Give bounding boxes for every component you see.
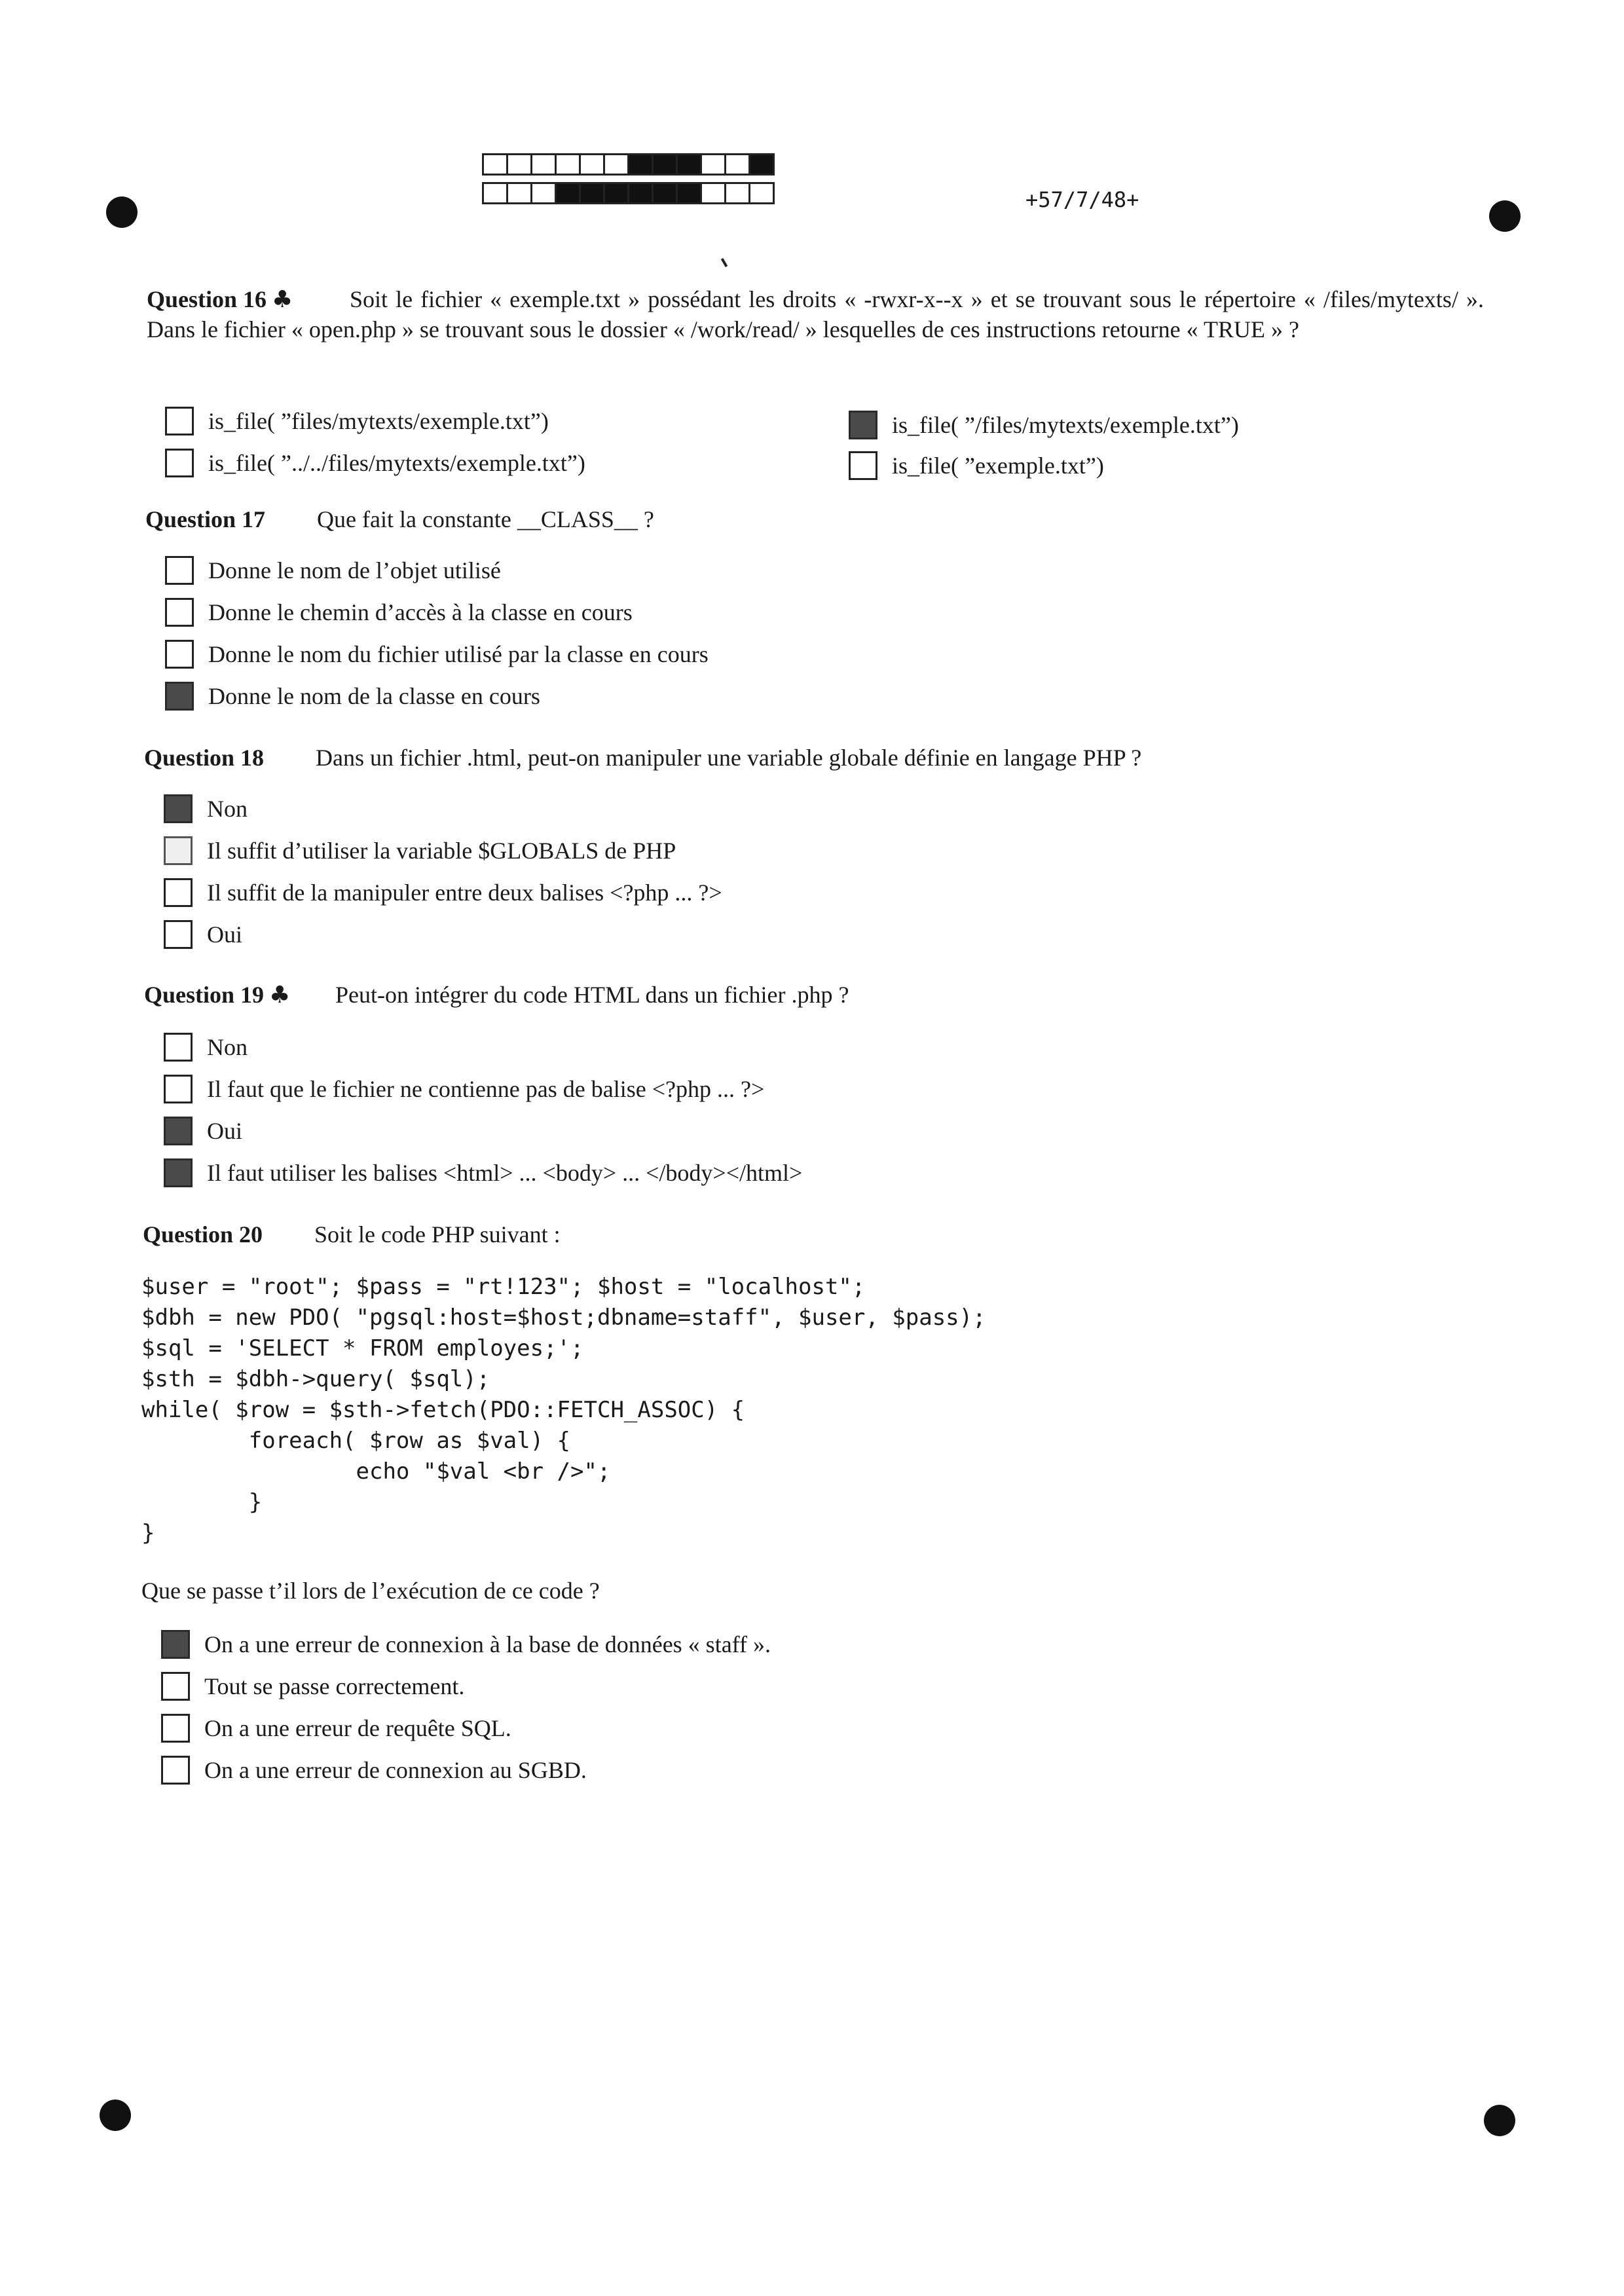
option-label: is_file( ”/files/mytexts/exemple.txt”)	[892, 412, 1239, 438]
option-label: is_file( ”files/mytexts/exemple.txt”)	[208, 408, 549, 434]
question-19-text: Peut-on intégrer du code HTML dans un fichier .php ?	[335, 982, 849, 1008]
barcode-cell	[700, 153, 726, 176]
checkbox[interactable]	[165, 556, 194, 585]
question-18-option-2[interactable]	[164, 834, 676, 867]
option-label: On a une erreur de requête SQL.	[204, 1715, 511, 1741]
barcode-row-top	[482, 153, 773, 176]
registration-mark-bottom-left	[100, 2100, 131, 2131]
checkbox[interactable]	[164, 1158, 193, 1187]
barcode-cell	[555, 153, 581, 176]
question-17-option-4[interactable]	[165, 680, 540, 713]
barcode-cell	[579, 153, 605, 176]
question-17-option-1[interactable]	[165, 554, 501, 587]
option-label: Non	[207, 796, 248, 822]
page-id: +57/7/48+	[1025, 187, 1139, 212]
checkbox[interactable]	[161, 1714, 190, 1743]
question-number: Question 17	[145, 506, 266, 532]
checkbox[interactable]	[165, 640, 194, 669]
checkbox[interactable]	[164, 1117, 193, 1145]
registration-mark-bottom-right	[1484, 2105, 1515, 2136]
option-label: Donne le nom de la classe en cours	[208, 683, 540, 709]
question-16-option-2[interactable]	[165, 447, 585, 479]
question-20-option-1[interactable]	[161, 1628, 771, 1661]
question-17-title	[145, 504, 265, 534]
question-16-option-1[interactable]	[165, 405, 549, 437]
question-number: Question 16	[147, 286, 267, 312]
question-18-text: Dans un fichier .html, peut-on manipuler une variable globale définie en langage PHP ?	[316, 745, 1142, 771]
question-18-option-1[interactable]	[164, 792, 248, 825]
option-label: Il faut que le fichier ne contienne pas de balise <?php ... ?>	[207, 1076, 765, 1102]
barcode-cell	[530, 182, 557, 204]
checkbox[interactable]	[161, 1672, 190, 1701]
question-16-text: Soit le fichier « exemple.txt » possédant les droits « -rwxr-x--x » et se trouvant sous le répertoire « /files/mytexts/ ». Dans le fichier « open.php » se trouvant sous le dossier « /work/read/ » lesquelles de ces instructions retourne « TRUE » ?	[147, 286, 1484, 343]
club-icon: ♣	[272, 286, 293, 313]
question-number: Question 19	[144, 982, 265, 1008]
option-label: Donne le nom du fichier utilisé par la classe en cours	[208, 641, 709, 667]
registration-mark-top-left	[106, 196, 138, 228]
barcode-cell	[676, 153, 702, 176]
checkbox[interactable]	[164, 836, 193, 865]
question-17-option-3[interactable]	[165, 638, 709, 671]
question-16-option-4[interactable]	[849, 449, 1104, 482]
barcode-cell	[748, 153, 775, 176]
barcode-cell	[652, 182, 678, 204]
question-17-option-2[interactable]	[165, 596, 633, 629]
checkbox[interactable]	[161, 1630, 190, 1659]
question-18-option-3[interactable]	[164, 876, 722, 909]
question-20-option-3[interactable]	[161, 1712, 511, 1745]
checkbox[interactable]	[164, 878, 193, 907]
question-17-text: Que fait la constante __CLASS__ ?	[317, 506, 654, 532]
option-label: is_file( ”../../files/mytexts/exemple.txt”)	[208, 450, 585, 476]
club-icon: ♣	[269, 982, 291, 1009]
barcode-cell	[627, 182, 654, 204]
option-label: On a une erreur de connexion à la base de données « staff ».	[204, 1631, 771, 1657]
checkbox[interactable]	[165, 449, 194, 477]
checkbox[interactable]	[164, 1075, 193, 1103]
question-20-option-2[interactable]	[161, 1670, 464, 1703]
option-label: On a une erreur de connexion au SGBD.	[204, 1757, 587, 1783]
checkbox[interactable]	[161, 1756, 190, 1785]
option-label: Il suffit de la manipuler entre deux balises <?php ... ?>	[207, 880, 722, 906]
question-20-option-4[interactable]	[161, 1754, 587, 1787]
barcode-cell	[530, 153, 557, 176]
barcode-cell	[652, 153, 678, 176]
barcode-cell	[748, 182, 775, 204]
registration-mark-top-right	[1489, 200, 1521, 232]
question-18-title	[144, 743, 264, 773]
option-label: Tout se passe correctement.	[204, 1673, 465, 1699]
question-19-option-1[interactable]	[164, 1031, 248, 1064]
checkbox[interactable]	[165, 682, 194, 711]
option-label: Donne le chemin d’accès à la classe en cours	[208, 599, 633, 625]
barcode-cell	[603, 182, 629, 204]
option-label: Donne le nom de l’objet utilisé	[208, 557, 501, 583]
checkbox[interactable]	[165, 598, 194, 627]
question-number: Question 20	[143, 1221, 263, 1248]
barcode-cell	[724, 153, 750, 176]
question-20-title	[143, 1219, 263, 1250]
question-number: Question 18	[144, 745, 265, 771]
barcode-row-bottom	[482, 182, 773, 204]
option-label: Il suffit d’utiliser la variable $GLOBALS de PHP	[207, 838, 676, 864]
question-19-option-3[interactable]	[164, 1115, 242, 1147]
barcode-cell	[506, 182, 532, 204]
barcode-cell	[579, 182, 605, 204]
option-label: Oui	[207, 921, 242, 948]
barcode-cell	[506, 153, 532, 176]
barcode-cell	[482, 153, 508, 176]
checkbox[interactable]	[849, 411, 877, 439]
option-label: Il faut utiliser les balises <html> ... <body> ... </body></html>	[207, 1160, 803, 1186]
question-19-option-2[interactable]	[164, 1073, 764, 1105]
barcode-cell	[700, 182, 726, 204]
barcode-cell	[603, 153, 629, 176]
barcode-cell	[676, 182, 702, 204]
php-code-block: $user = "root"; $pass = "rt!123"; $host = "localhost"; $dbh = new PDO( "pgsql:host=$host;dbname=staff", $user, $pass); $sql = 'SELECT * FROM employes;'; $sth = $dbh->query( $sql); while( $row = $sth->fetch(PDO::FETCH_ASSOC) { foreach( $row as $val) { echo "$val <br />"; } }	[141, 1274, 986, 1546]
option-label: Oui	[207, 1118, 242, 1144]
option-label: Non	[207, 1034, 248, 1060]
checkbox[interactable]	[164, 1033, 193, 1062]
option-label: is_file( ”exemple.txt”)	[892, 453, 1104, 479]
barcode-cell	[627, 153, 654, 176]
question-20-prompt: Que se passe t’il lors de l’exécution de ce code ?	[141, 1578, 600, 1604]
question-16-option-3[interactable]	[849, 409, 1239, 441]
question-18-option-4[interactable]	[164, 918, 242, 951]
barcode-cell	[724, 182, 750, 204]
barcode-cell	[555, 182, 581, 204]
question-19-option-4[interactable]	[164, 1157, 802, 1189]
checkbox[interactable]	[164, 794, 193, 823]
question-19-title	[144, 980, 290, 1010]
checkbox[interactable]	[165, 407, 194, 435]
stray-mark	[721, 258, 728, 267]
checkbox[interactable]	[164, 920, 193, 949]
checkbox[interactable]	[849, 451, 877, 480]
barcode-cell	[482, 182, 508, 204]
question-20-text: Soit le code PHP suivant :	[314, 1221, 561, 1248]
